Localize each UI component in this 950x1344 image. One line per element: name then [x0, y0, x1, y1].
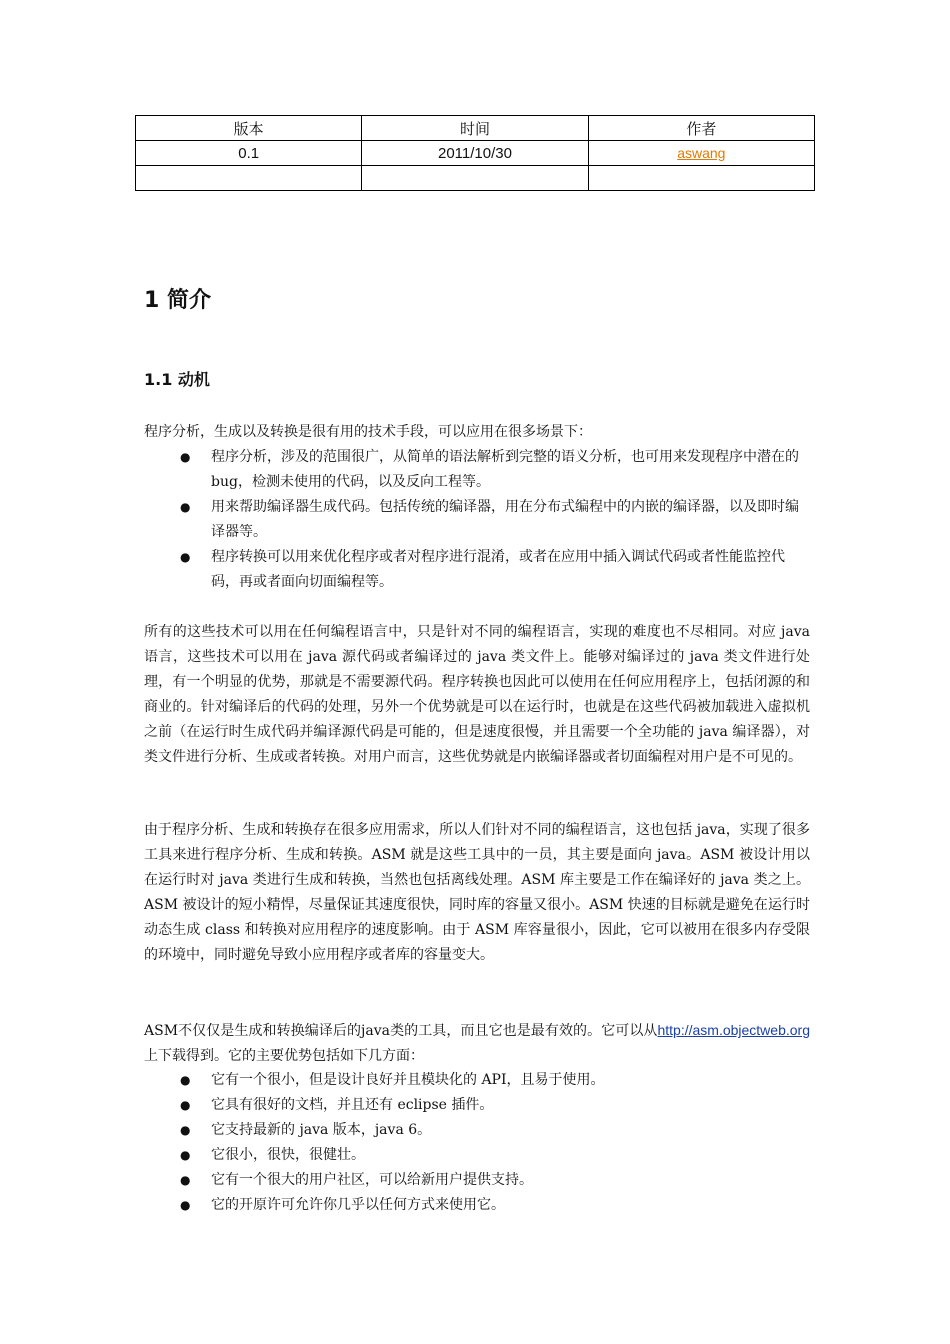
list-item-text: 程序转换可以用来优化程序或者对程序进行混淆，或者在应用中插入调试代码或者性能监控代码，再或者面向切面编程等。	[211, 549, 785, 590]
bullet-icon: ●	[180, 500, 191, 514]
list-item	[144, 1068, 810, 1093]
version-table	[135, 115, 815, 191]
list-item-text: 它有一个很小，但是设计良好并且模块化的 API，且易于使用。	[211, 1072, 605, 1088]
bullet-icon: ●	[180, 1148, 191, 1162]
section-heading: 1 简介	[144, 288, 211, 313]
download-text-suffix: 上下载得到。它的主要优势包括如下几方面：	[144, 1048, 424, 1064]
advantages-list	[144, 1068, 810, 1218]
paragraph-techniques: 所有的这些技术可以用在任何编程语言中，只是针对不同的编程语言，实现的难度也不尽相同。对应 java 语言，这些技术可以用在 java 源代码或者编译过的 java 类文件上。能够对编译过的 java 类文件进行处理，有一个明显的优势，那就是不需要源代码。程序转换也因此可以使用在任何应用程序上，包括闭源的和商业的。针对编译后的代码的处理，另外一个优势就是可以在运行时，也就是在这些代码被加载进入虚拟机之前（在运行时生成代码并编译源代码是可能的，但是速度很慢，并且需要一个全功能的 java 编译器），对类文件进行分析、生成或者转换。对用户而言，这些优势就是内嵌编译器或者切面编程对用户是不可见的。	[144, 624, 810, 765]
bullet-icon: ●	[180, 1173, 191, 1187]
paragraph-asm-intro: 由于程序分析、生成和转换存在很多应用需求，所以人们针对不同的编程语言，这也包括 java，实现了很多工具来进行程序分析、生成和转换。ASM 就是这些工具中的一员，其主要是面向 java。ASM 被设计用以在运行时对 java 类进行生成和转换，当然也包括离线处理。ASM 库主要是工作在编译好的 java 类之上。ASM 被设计的短小精悍，尽量保证其速度很快，同时库的容量又很小。ASM 快速的目标就是避免在运行时动态生成 class 和转换对应用程序的速度影响。由于 ASM 库容量很小，因此，它可以被用在很多内存受限的环境中，同时避免导致小应用程序或者库的容量变大。	[144, 822, 810, 963]
bullet-icon: ●	[180, 1098, 191, 1112]
list-item-text: 它支持最新的 java 版本，java 6。	[211, 1122, 432, 1138]
subsection-heading: 1.1 动机	[144, 370, 210, 389]
list-item	[144, 1143, 810, 1168]
cell-date: 2011/10/30	[362, 141, 588, 166]
cell-author	[588, 141, 814, 166]
uses-list	[144, 445, 810, 595]
version-table-header-row	[136, 116, 815, 141]
list-item-text: 它具有很好的文档，并且还有 eclipse 插件。	[211, 1097, 494, 1113]
cell-empty	[136, 166, 362, 191]
cell-empty	[588, 166, 814, 191]
table-row	[136, 141, 815, 166]
cell-empty	[362, 166, 588, 191]
bullet-icon: ●	[180, 450, 191, 464]
paragraph-asm-download	[144, 1018, 810, 1069]
list-item	[144, 495, 810, 545]
list-item-text: 用来帮助编译器生成代码。包括传统的编译器，用在分布式编程中的内嵌的编译器，以及即时编译器等。	[211, 499, 799, 540]
list-item-text: 程序分析，涉及的范围很广，从简单的语法解析到完整的语义分析，也可用来发现程序中潜在的 bug，检测未使用的代码，以及反向工程等。	[211, 449, 799, 490]
header-date: 时间	[362, 116, 588, 141]
header-author: 作者	[588, 116, 814, 141]
bullet-icon: ●	[180, 1198, 191, 1212]
list-item-text: 它很小，很快，很健壮。	[211, 1147, 365, 1163]
cell-version: 0.1	[136, 141, 362, 166]
bullet-icon: ●	[180, 550, 191, 564]
list-item	[144, 1118, 810, 1143]
bullet-icon: ●	[180, 1123, 191, 1137]
list-item-text: 它的开原许可允许你几乎以任何方式来使用它。	[211, 1197, 505, 1213]
download-text-prefix: ASM不仅仅是生成和转换编译后的java类的工具，而且它也是最有效的。它可以从	[144, 1023, 658, 1039]
table-row	[136, 166, 815, 191]
bullet-icon: ●	[180, 1073, 191, 1087]
author-link[interactable]: aswang	[677, 144, 726, 161]
intro-paragraph: 程序分析，生成以及转换是很有用的技术手段，可以应用在很多场景下：	[144, 424, 592, 440]
list-item-text: 它有一个很大的用户社区，可以给新用户提供支持。	[211, 1172, 533, 1188]
asm-website-link[interactable]: http://asm.objectweb.org	[657, 1022, 810, 1038]
list-item	[144, 1093, 810, 1118]
list-item	[144, 1193, 810, 1218]
list-item	[144, 1168, 810, 1193]
header-version: 版本	[136, 116, 362, 141]
list-item	[144, 445, 810, 495]
list-item	[144, 545, 810, 595]
